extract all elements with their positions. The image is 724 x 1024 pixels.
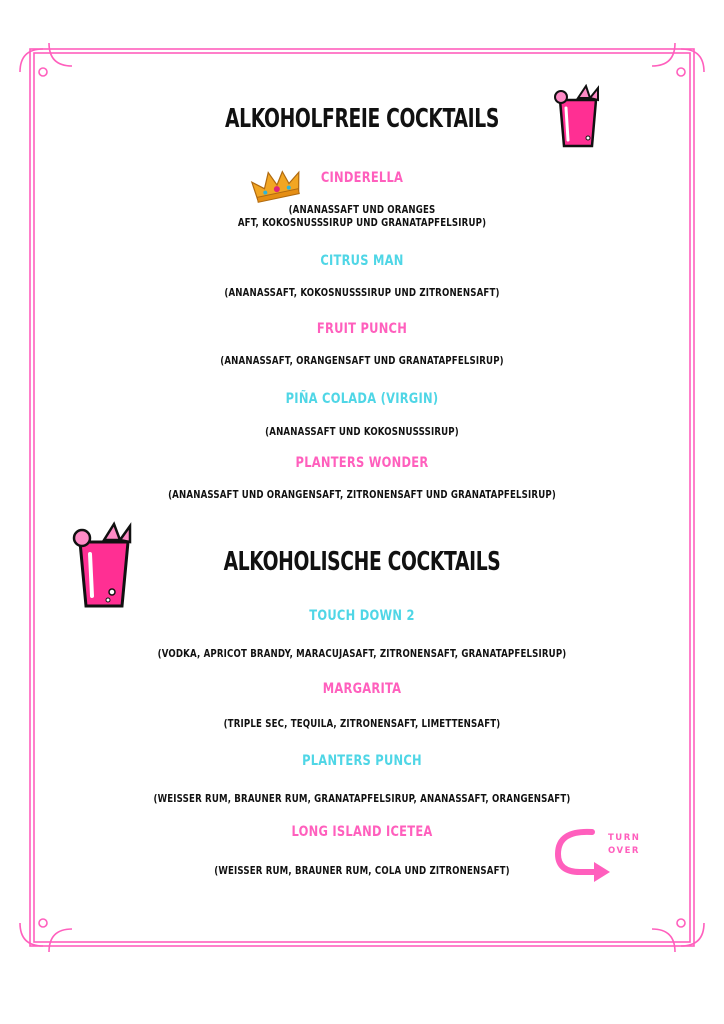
cocktail-ingredients: (WEISSER RUM, BRAUNER RUM, COLA UND ZITRONENSAFT) [214,865,510,877]
ingredients-line: AFT, KOKOSNUSSSIRUP UND GRANATAPFELSIRUP) [237,217,487,229]
cocktail-ingredients: (ANANASSAFT UND ORANGENSAFT, ZITRONENSAFT UND GRANATAPFELSIRUP) [168,489,556,501]
cocktail-ingredients: (ANANASSAFT, ORANGENSAFT UND GRANATAPFELSIRUP) [220,355,504,367]
ingredients-line: (ANANASSAFT UND ORANGES [288,204,436,216]
section-heading-alcoholic: ALKOHOLISCHE COCKTAILS [223,547,501,577]
cocktail-name: CINDERELLA [320,170,404,186]
cocktail-name: PLANTERS PUNCH [302,753,422,769]
cocktail-name: MARGARITA [322,681,402,697]
cocktail-name: LONG ISLAND ICETEA [291,824,433,840]
cocktail-ingredients [65,204,659,230]
over-text: OVER [608,846,640,856]
turn-text: TURN [608,833,641,843]
corner-ornament-icon [20,43,72,76]
cocktail-ingredients: (WEISSER RUM, BRAUNER RUM, GRANATAPFELSIRUP, ANANASSAFT, ORANGENSAFT) [153,793,571,805]
cocktail-name: CITRUS MAN [320,253,404,269]
corner-ornament-icon [652,919,704,952]
cocktail-ingredients: (ANANASSAFT, KOKOSNUSSSIRUP UND ZITRONENSAFT) [224,287,500,299]
section-heading-nonalcoholic: ALKOHOLFREIE COCKTAILS [225,104,499,134]
cocktail-name: PLANTERS WONDER [295,455,429,471]
corner-ornament-icon [652,43,704,76]
cocktail-ingredients: (TRIPLE SEC, TEQUILA, ZITRONENSAFT, LIMETTENSAFT) [223,718,501,730]
cocktail-name: PIÑA COLADA (VIRGIN) [285,391,439,407]
cocktail-name: TOUCH DOWN 2 [309,608,415,624]
corner-ornament-icon [20,919,72,952]
cocktail-ingredients: (ANANASSAFT UND KOKOSNUSSSIRUP) [265,426,459,438]
cocktail-ingredients: (VODKA, APRICOT BRANDY, MARACUJASAFT, ZITRONENSAFT, GRANATAPFELSIRUP) [157,648,567,660]
cocktail-name: FRUIT PUNCH [316,321,408,337]
